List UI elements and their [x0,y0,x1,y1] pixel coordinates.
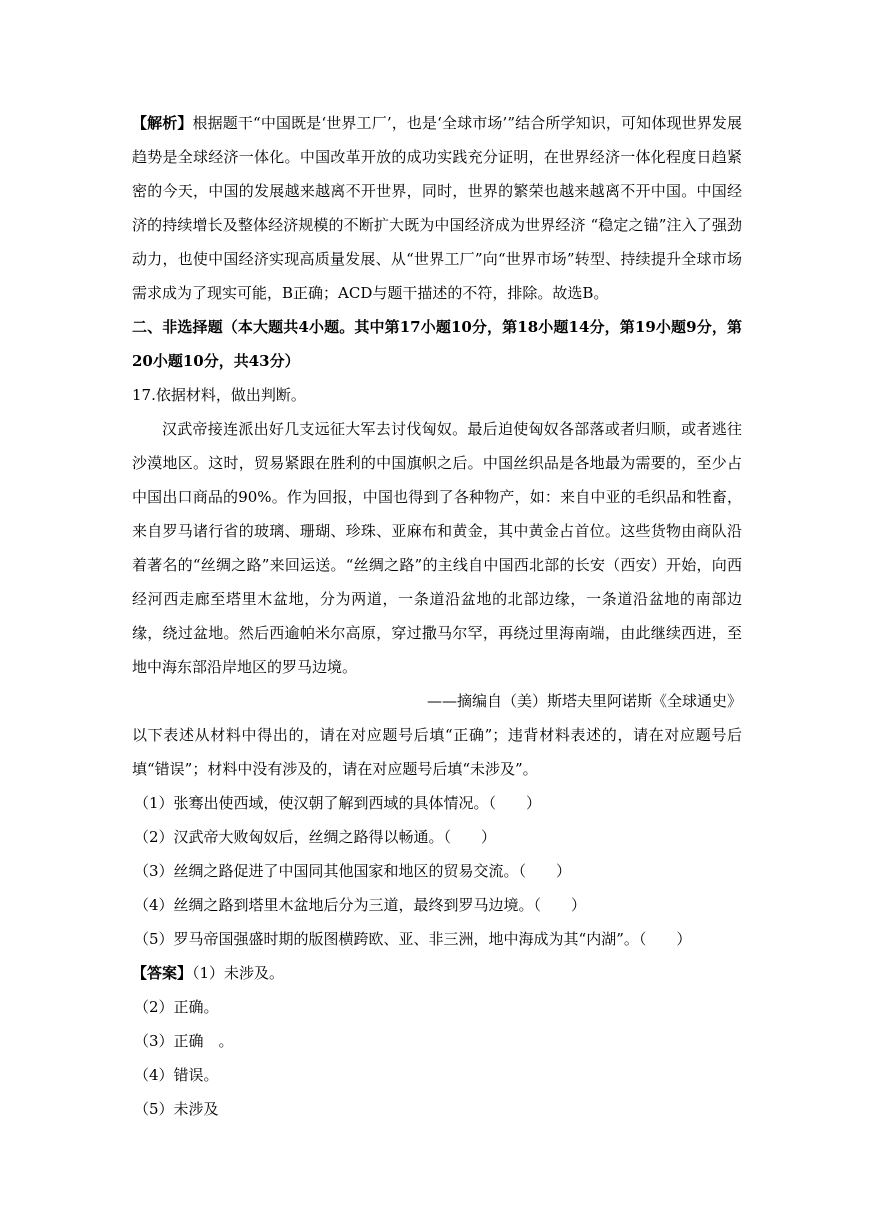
material-source: ——摘编自（美）斯塔夫里阿诺斯《全球通史》 [426,692,742,710]
answer-item-2: （2）正确。 [134,998,219,1016]
answer-item-5: （5）未涉及 [134,1100,219,1118]
question-item-2: （2）汉武帝大败匈奴后，丝绸之路得以畅通。（ ） [134,828,497,846]
answer-first-line [132,956,742,990]
question-item-1: （1）张骞出使西域，使汉朝了解到西域的具体情况。（ ） [134,794,542,812]
answer-item-4: （4）错误。 [134,1066,219,1084]
question-item-4: （4）丝绸之路到塔里木盆地后分为三道，最终到罗马边境。（ ） [134,896,587,914]
answer-item-3: （3）正确 。 [134,1032,234,1050]
answer-item-1: （1）未涉及。 [192,964,285,982]
analysis-label: 【解析】 [132,114,193,132]
analysis-text: 根据题干“中国既是‘世界工厂’，也是‘全球市场’”结合所学知识，可知体现世界发展趋势是全球经济一体化。中国改革开放的成功实践充分证明，在世界经济一体化程度日趋紧密的今天，中国的发展越来越离不开世界，同时，世界的繁荣也越来越离不开中国。中国经济的持续增长及整体经济规模的不断扩大既为中国经济成为世界经济 “稳定之锚”注入了强劲动力，也使中国经济实现高质量发展、从“世界工厂”向“世界市场”转型、持续提升全球市场需求成为了现实可能，B正确；ACD与题干描述的不符，排除。故选B。 [132,114,742,302]
question-material: 汉武帝接连派出好几支远征大军去讨伐匈奴。最后迫使匈奴各部落或者归顺，或者逃往沙漠地区。这时，贸易紧跟在胜利的中国旗帜之后。中国丝织品是各地最为需要的，至少占中国出口商品的90%。作为回报，中国也得到了各种物产，如：来自中亚的毛织品和牲畜，来自罗马诸行省的玻璃、珊瑚、珍珠、亚麻布和黄金，其中黄金占首位。这些货物由商队沿着著名的“丝绸之路”来回运送。“丝绸之路”的主线自中国西北部的长安（西安）开始，向西经河西走廊至塔里木盆地，分为两道，一条道沿盆地的北部边缘，一条道沿盆地的南部边缘，绕过盆地。然后西逾帕米尔高原，穿过撒马尔罕，再绕过里海南端，由此继续西进，至地中海东部沿岸地区的罗马边境。 [132,420,742,676]
analysis-paragraph [132,106,742,310]
question-instruction: 以下表述从材料中得出的，请在对应题号后填“正确”；违背材料表述的，请在对应题号后填“错误”；材料中没有涉及的，请在对应题号后填“未涉及”。 [132,726,742,778]
question-item-3: （3）丝绸之路促进了中国同其他国家和地区的贸易交流。（ ） [134,862,572,880]
section-title: 二、非选择题（本大题共4小题。其中第17小题10分，第18小题14分，第19小题9分，第20小题10分，共43分） [132,318,742,370]
document-page [132,106,742,1126]
question-item-5: （5）罗马帝国强盛时期的版图横跨欧、亚、非三洲，地中海成为其“内湖”。（ ） [134,930,692,948]
answer-label: 【答案】 [132,964,193,982]
question-stem: 17.依据材料，做出判断。 [132,386,306,404]
